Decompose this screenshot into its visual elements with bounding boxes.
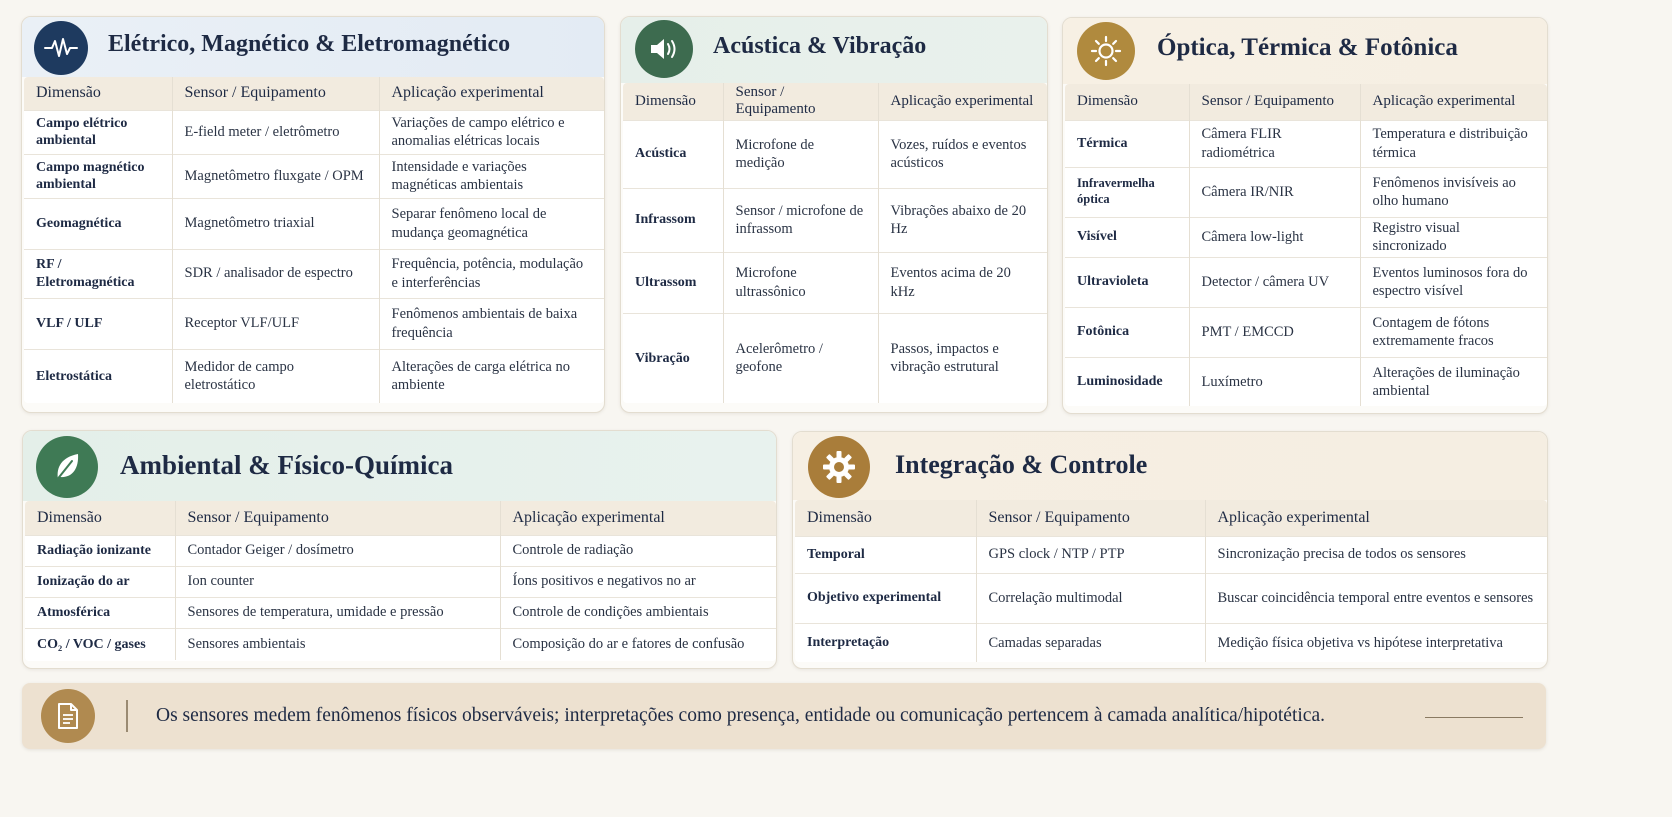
table-row [795, 573, 1547, 623]
cell-sensor: PMT / EMCCD [1189, 307, 1360, 357]
cell-application: Frequência, potência, modulação e interferências [379, 249, 604, 298]
cell-application: Controle de condições ambientais [500, 597, 776, 628]
card-acoustic [620, 16, 1048, 413]
cell-application: Contagem de fótons extremamente fracos [1360, 307, 1547, 357]
cell-dimension: Infravermelha óptica [1065, 167, 1189, 217]
column-header: Sensor / Equipamento [976, 500, 1205, 536]
table-row [24, 198, 604, 249]
column-header: Aplicação experimental [1205, 500, 1547, 536]
cell-dimension: Luminosidade [1065, 357, 1189, 406]
card-environmental-header [23, 431, 776, 501]
cell-dimension: CO₂ / VOC / gases [25, 628, 175, 660]
footer-note [22, 683, 1546, 749]
cell-dimension: Objetivo experimental [795, 573, 976, 623]
table-row [795, 623, 1547, 662]
cell-sensor: Magnetômetro fluxgate / OPM [172, 154, 379, 198]
column-header: Dimensão [1065, 84, 1189, 120]
cell-application: Fenômenos invisíveis ao olho humano [1360, 167, 1547, 217]
cell-application: Vibrações abaixo de 20 Hz [878, 188, 1047, 252]
column-header: Dimensão [623, 83, 723, 120]
cell-dimension: Campo magnético ambiental [24, 154, 172, 198]
cell-application: Eventos acima de 20 kHz [878, 252, 1047, 313]
cell-application: Buscar coincidência temporal entre eventos e sensores [1205, 573, 1547, 623]
cell-sensor: Contador Geiger / dosímetro [175, 535, 500, 566]
cell-dimension: Geomagnética [24, 198, 172, 249]
cell-dimension: Interpretação [795, 623, 976, 662]
column-header: Sensor / Equipamento [175, 501, 500, 535]
cell-dimension: Visível [1065, 217, 1189, 257]
cell-application: Medição física objetiva vs hipótese interpretativa [1205, 623, 1547, 662]
card-electric [21, 16, 605, 413]
cell-application: Controle de radiação [500, 535, 776, 566]
cell-dimension: Ultravioleta [1065, 257, 1189, 307]
cell-sensor: Microfone de medição [723, 120, 878, 188]
table-row [1065, 120, 1547, 167]
column-header: Aplicação experimental [500, 501, 776, 535]
table-row [25, 597, 776, 628]
table-row [24, 249, 604, 298]
card-integration [792, 431, 1548, 669]
cell-sensor: Sensor / microfone de infrassom [723, 188, 878, 252]
cell-application: Intensidade e variações magnéticas ambientais [379, 154, 604, 198]
table-environmental [25, 501, 776, 661]
cell-sensor: Câmera low-light [1189, 217, 1360, 257]
cell-sensor: Sensores de temperatura, umidade e pressão [175, 597, 500, 628]
speaker-icon [635, 20, 693, 78]
cell-dimension: VLF / ULF [24, 298, 172, 349]
table-row [623, 252, 1047, 313]
cell-sensor: Luxímetro [1189, 357, 1360, 406]
table-row [1065, 257, 1547, 307]
cell-sensor: Câmera IR/NIR [1189, 167, 1360, 217]
card-title: Acústica & Vibração [713, 33, 927, 59]
cell-sensor: Correlação multimodal [976, 573, 1205, 623]
column-header: Sensor / Equipamento [172, 77, 379, 110]
document-icon [41, 689, 95, 743]
cell-sensor: Microfone ultrassônico [723, 252, 878, 313]
card-optical [1062, 17, 1548, 414]
cell-application: Alterações de carga elétrica no ambiente [379, 349, 604, 403]
cell-application: Registro visual sincronizado [1360, 217, 1547, 257]
table-row [25, 535, 776, 566]
table-row [795, 536, 1547, 573]
cell-application: Alterações de iluminação ambiental [1360, 357, 1547, 406]
card-title: Ambiental & Físico-Química [120, 450, 453, 480]
table-row [1065, 167, 1547, 217]
cell-sensor: Câmera FLIR radiométrica [1189, 120, 1360, 167]
card-electric-header [22, 17, 604, 77]
card-title: Integração & Controle [895, 450, 1148, 479]
cell-dimension: Temporal [795, 536, 976, 573]
card-title: Óptica, Térmica & Fotônica [1157, 34, 1458, 61]
cell-dimension: Atmosférica [25, 597, 175, 628]
table-row [24, 154, 604, 198]
cell-sensor: Receptor VLF/ULF [172, 298, 379, 349]
cell-sensor: Acelerômetro / geofone [723, 313, 878, 403]
column-header: Sensor / Equipamento [1189, 84, 1360, 120]
cell-dimension: Campo elétrico ambiental [24, 110, 172, 154]
column-header: Aplicação experimental [379, 77, 604, 110]
cell-dimension: Vibração [623, 313, 723, 403]
card-optical-header [1063, 18, 1547, 84]
cell-sensor: Camadas separadas [976, 623, 1205, 662]
table-row [1065, 357, 1547, 406]
cell-application: Sincronização precisa de todos os sensores [1205, 536, 1547, 573]
cell-dimension: Fotônica [1065, 307, 1189, 357]
cell-application: Íons positivos e negativos no ar [500, 566, 776, 597]
table-optical [1065, 84, 1547, 406]
cell-application: Separar fenômeno local de mudança geomagnética [379, 198, 604, 249]
table-row [25, 628, 776, 660]
card-title: Elétrico, Magnético & Eletromagnético [108, 31, 511, 57]
cell-dimension: Radiação ionizante [25, 535, 175, 566]
footer-rule [1425, 717, 1523, 718]
card-acoustic-header [621, 17, 1047, 83]
cell-sensor: Detector / câmera UV [1189, 257, 1360, 307]
cell-application: Fenômenos ambientais de baixa frequência [379, 298, 604, 349]
column-header: Sensor / Equipamento [723, 83, 878, 120]
footer-text: Os sensores medem fenômenos físicos observáveis; interpretações como presença, entidade ou comunicação pertencem à camada analítica/hipotética. [156, 705, 1325, 726]
cell-dimension: RF / Eletromagnética [24, 249, 172, 298]
cell-sensor: Ion counter [175, 566, 500, 597]
cell-application: Passos, impactos e vibração estrutural [878, 313, 1047, 403]
card-environmental [22, 430, 777, 669]
table-row [623, 120, 1047, 188]
cell-dimension: Ultrassom [623, 252, 723, 313]
column-header: Aplicação experimental [878, 83, 1047, 120]
cell-application: Vozes, ruídos e eventos acústicos [878, 120, 1047, 188]
table-electric [24, 77, 604, 403]
waveform-icon [34, 21, 88, 75]
cell-sensor: Sensores ambientais [175, 628, 500, 660]
cell-sensor: E-field meter / eletrômetro [172, 110, 379, 154]
cell-application: Composição do ar e fatores de confusão [500, 628, 776, 660]
cell-dimension: Térmica [1065, 120, 1189, 167]
table-row [623, 313, 1047, 403]
table-row [623, 188, 1047, 252]
card-integration-header [793, 432, 1547, 500]
table-integration [795, 500, 1547, 662]
sun-icon [1077, 22, 1135, 80]
cell-dimension: Acústica [623, 120, 723, 188]
cell-dimension: Ionização do ar [25, 566, 175, 597]
cell-application: Eventos luminosos fora do espectro visível [1360, 257, 1547, 307]
cell-sensor: Medidor de campo eletrostático [172, 349, 379, 403]
column-header: Dimensão [795, 500, 976, 536]
column-header: Aplicação experimental [1360, 84, 1547, 120]
column-header: Dimensão [25, 501, 175, 535]
table-row [1065, 307, 1547, 357]
cell-sensor: SDR / analisador de espectro [172, 249, 379, 298]
cell-sensor: Magnetômetro triaxial [172, 198, 379, 249]
table-row [1065, 217, 1547, 257]
table-acoustic [623, 83, 1047, 403]
cell-application: Variações de campo elétrico e anomalias elétricas locais [379, 110, 604, 154]
gear-icon [808, 436, 870, 498]
footer-divider [126, 700, 128, 732]
column-header: Dimensão [24, 77, 172, 110]
cell-dimension: Infrassom [623, 188, 723, 252]
leaf-icon [36, 436, 98, 498]
cell-application: Temperatura e distribuição térmica [1360, 120, 1547, 167]
table-row [24, 298, 604, 349]
cell-dimension: Eletrostática [24, 349, 172, 403]
table-row [25, 566, 776, 597]
table-row [24, 349, 604, 403]
table-row [24, 110, 604, 154]
cell-sensor: GPS clock / NTP / PTP [976, 536, 1205, 573]
